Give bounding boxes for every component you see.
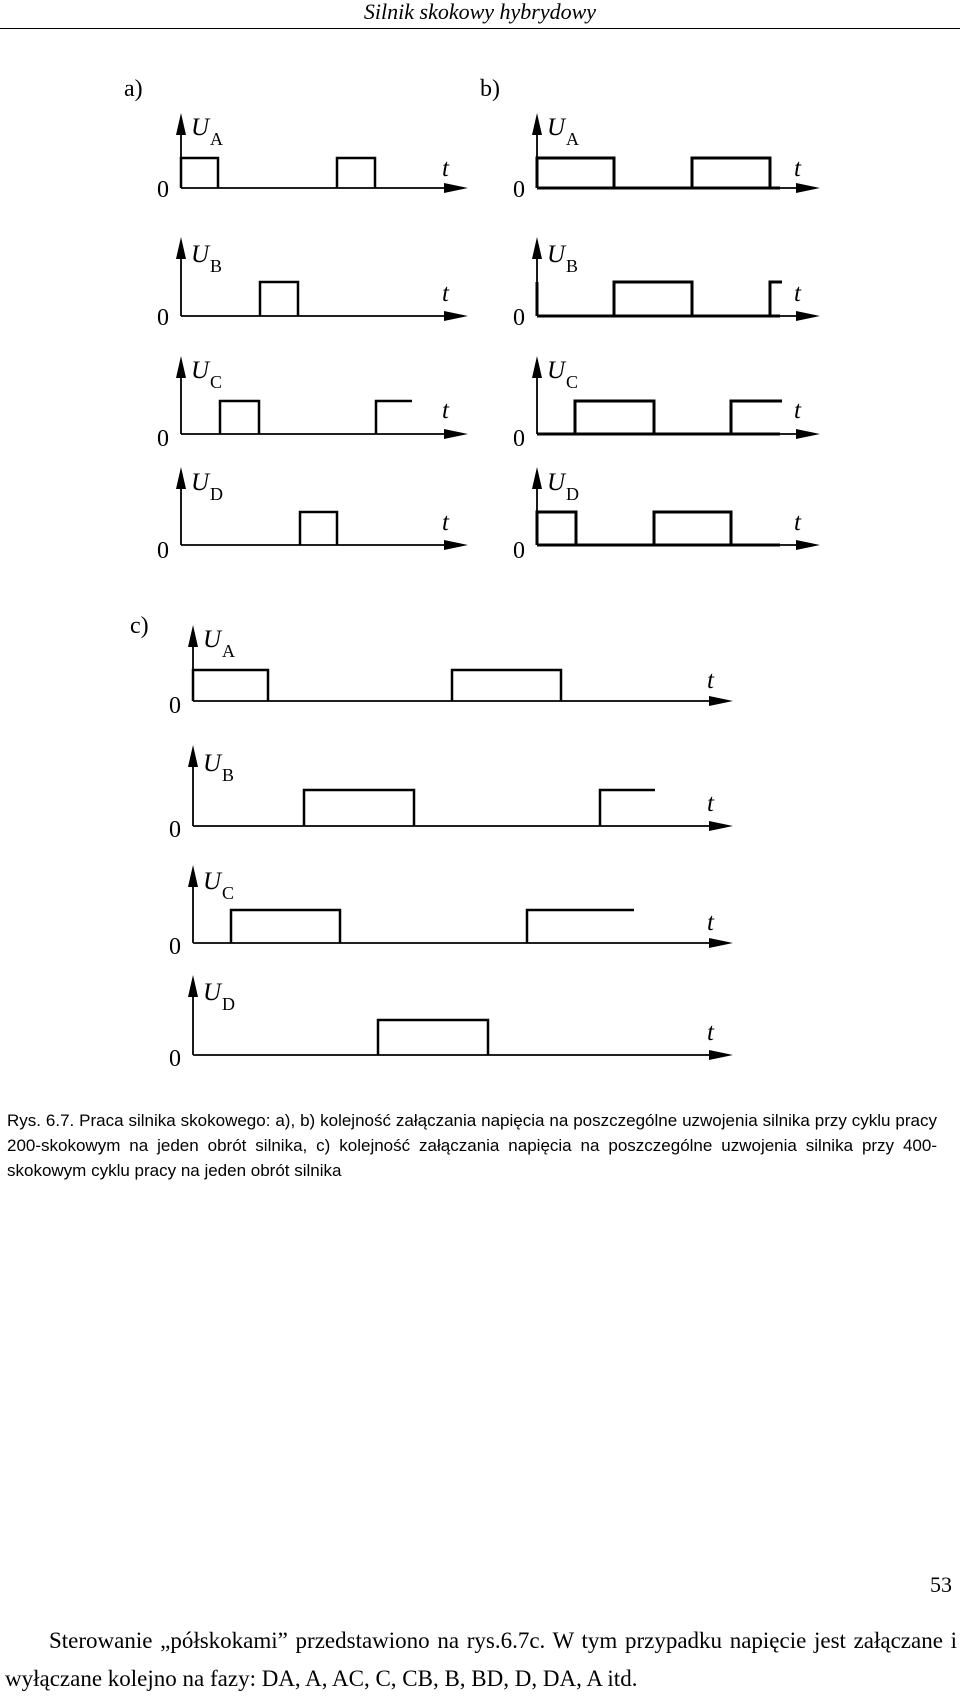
zero-label: 0 <box>169 693 181 719</box>
time-arrow <box>709 821 733 831</box>
waveform-a-b <box>157 237 468 331</box>
panel-label-a: a) <box>124 76 143 102</box>
voltage-label: U <box>547 357 566 384</box>
voltage-arrow <box>176 467 186 489</box>
pulse <box>575 401 654 434</box>
time-arrow <box>444 429 468 439</box>
pulse <box>231 910 340 943</box>
pulse <box>731 401 782 434</box>
pulse <box>378 1020 488 1055</box>
voltage-label: U <box>191 469 210 496</box>
time-arrow <box>796 311 820 321</box>
waveform-a-a <box>157 113 468 203</box>
voltage-arrow <box>176 113 186 135</box>
zero-label: 0 <box>169 817 181 843</box>
time-label: t <box>707 790 714 817</box>
voltage-label: U <box>547 469 566 496</box>
time-arrow <box>444 183 468 193</box>
pulse <box>376 401 412 434</box>
time-arrow <box>796 429 820 439</box>
voltage-subscript: D <box>222 994 235 1014</box>
header-title: Silnik skokowy hybrydowy <box>363 0 597 24</box>
pulse <box>452 670 561 701</box>
waveform-c-b <box>169 745 733 843</box>
voltage-label: U <box>203 626 222 653</box>
voltage-arrow <box>188 865 198 887</box>
waveform-b-a <box>513 113 820 203</box>
time-label: t <box>442 280 449 307</box>
pulse <box>260 282 298 316</box>
waveform-c-d <box>169 975 733 1072</box>
waveform-a-d <box>157 467 468 564</box>
voltage-subscript: A <box>566 129 579 149</box>
voltage-arrow <box>532 237 542 259</box>
voltage-subscript: B <box>210 256 223 276</box>
pulse <box>654 512 731 545</box>
time-arrow <box>444 540 468 550</box>
pulse <box>527 910 634 943</box>
voltage-subscript: C <box>222 883 235 903</box>
voltage-label: U <box>191 357 210 384</box>
zero-label: 0 <box>169 1046 181 1072</box>
voltage-label: U <box>191 241 210 268</box>
time-label: t <box>794 509 801 536</box>
pulse <box>193 670 268 701</box>
pulse <box>220 401 259 434</box>
voltage-arrow <box>532 467 542 489</box>
time-label: t <box>707 667 714 694</box>
pulse <box>770 282 782 316</box>
voltage-label: U <box>547 114 566 141</box>
zero-label: 0 <box>169 934 181 960</box>
zero-label: 0 <box>513 426 525 452</box>
pulse <box>537 512 576 545</box>
waveform-a-c <box>157 356 468 452</box>
zero-label: 0 <box>157 177 169 203</box>
time-arrow <box>796 183 820 193</box>
pulse <box>300 512 337 545</box>
voltage-arrow <box>176 356 186 378</box>
voltage-arrow <box>188 625 198 647</box>
zero-label: 0 <box>157 538 169 564</box>
voltage-label: U <box>547 241 566 268</box>
time-label: t <box>707 1019 714 1046</box>
voltage-label: U <box>191 114 210 141</box>
time-arrow <box>709 696 733 706</box>
waveform-plots <box>157 113 820 1072</box>
panel-label-b: b) <box>480 76 500 102</box>
time-label: t <box>707 909 714 936</box>
time-label: t <box>794 397 801 424</box>
waveform-b-d <box>513 467 820 564</box>
voltage-label: U <box>203 868 222 895</box>
pulse <box>304 790 414 826</box>
figure-caption: Rys. 6.7. Praca silnika skokowego: a), b) kolejność załączania napięcia na poszczególne uzwojenia silnika przy cyklu pracy 200-skokowym na jeden obrót silnika, c) kolejność załączania napięcia na poszczególne uzwojenia silnika przy 400-skokowym cyklu pracy na jeden obrót silnika <box>7 1111 937 1180</box>
voltage-arrow <box>532 356 542 378</box>
time-label: t <box>794 280 801 307</box>
time-label: t <box>442 397 449 424</box>
voltage-arrow <box>532 113 542 135</box>
waveform-c-a <box>169 625 733 719</box>
time-arrow <box>709 938 733 948</box>
waveform-b-b <box>513 237 820 331</box>
zero-label: 0 <box>513 305 525 331</box>
waveform-c-c <box>169 865 733 960</box>
pulse <box>692 158 770 188</box>
pulse <box>337 158 375 188</box>
voltage-subscript: D <box>566 484 579 504</box>
voltage-subscript: B <box>222 765 235 785</box>
voltage-subscript: C <box>566 372 579 392</box>
panel-label-c: c) <box>130 613 149 639</box>
voltage-subscript: D <box>210 484 223 504</box>
pulse <box>600 790 655 826</box>
time-arrow <box>709 1050 733 1060</box>
pulse <box>181 158 218 188</box>
voltage-subscript: A <box>210 129 223 149</box>
voltage-subscript: C <box>210 372 223 392</box>
time-arrow <box>796 540 820 550</box>
pulse <box>614 282 692 316</box>
body-paragraph: Sterowanie „półskokami” przedstawiono na rys.6.7c. W tym przypadku napięcie jest załączane i wyłączane kolejno na fazy: DA, A, AC, C, CB, B, BD, D, DA, A itd. <box>5 1628 957 1691</box>
zero-label: 0 <box>513 538 525 564</box>
time-label: t <box>442 155 449 182</box>
time-label: t <box>794 155 801 182</box>
page-number: 53 <box>930 1572 952 1597</box>
voltage-label: U <box>203 979 222 1006</box>
voltage-arrow <box>176 237 186 259</box>
voltage-subscript: A <box>222 641 235 661</box>
pulse <box>537 158 614 188</box>
zero-label: 0 <box>157 305 169 331</box>
zero-label: 0 <box>157 426 169 452</box>
voltage-arrow <box>188 745 198 767</box>
time-label: t <box>442 509 449 536</box>
voltage-label: U <box>203 750 222 777</box>
waveform-b-c <box>513 356 820 452</box>
zero-label: 0 <box>513 177 525 203</box>
voltage-subscript: B <box>566 256 579 276</box>
time-arrow <box>444 311 468 321</box>
voltage-arrow <box>188 975 198 997</box>
